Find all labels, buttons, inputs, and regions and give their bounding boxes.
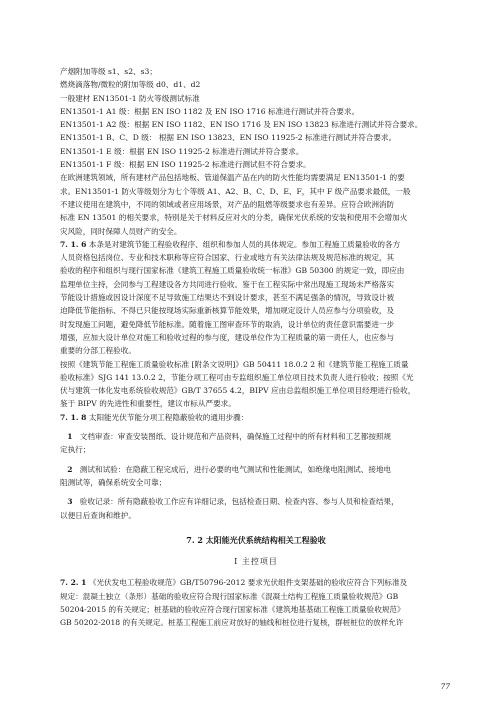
text-line: 节能设计措施或因设计深度不足导致施工结果达不到设计要求，甚至不满足强条的情况，导致设计被 [60, 293, 395, 303]
text-line: 伏与建筑一体化发电系统验收规范》GB/T 37655 4.2，BIPV 应由总监组织施工单位项目经理进行验收， [60, 386, 416, 396]
intro-block [60, 65, 452, 238]
page-number: 77 [440, 682, 450, 691]
text-line: 50204-2015 的有关规定；桩基础的验收应符合现行国家标准《建筑地基基础工程施工质量验收规范》 [60, 604, 405, 614]
text-line [60, 576, 452, 589]
text-line: GB 50202-2018 的有关规定。桩基工程施工前应对放好的轴线和桩位进行复核，群桩桩位的放样允许 [60, 618, 404, 628]
text-line: 鉴于 BIPV 的先进性和重要性，建议市标从严要求。 [60, 399, 236, 409]
text-line: EN13501-1 B、C、D 级： 根据 EN ISO 13823、EN ISO 11925-2 标准进行测试并符合要求。 [60, 133, 397, 143]
list-number: 3 [67, 497, 73, 507]
text-line: 验收的程序和组织与现行国家标准《建筑工程施工质量验收统一标准》GB 50300 的规定一致，即应由 [60, 266, 405, 276]
text-line: EN13501-1 E 级：根据 EN ISO 11925-2 标准进行测试并符合要求。 [60, 146, 304, 156]
list-item [60, 430, 452, 443]
text-line: 求。EN13501-1 防火等级划分为七个等级 A1、A2、B、C、D、E、F，其中 F 级产品要求最低，一般 [60, 186, 411, 196]
clause-number: 7. 1. 8 [60, 412, 87, 422]
list-number: 1 [67, 432, 73, 442]
text-line: 定执行； [60, 445, 91, 455]
text-line [60, 238, 452, 251]
text-line: 以便日后查询和维护。 [60, 510, 136, 520]
text-line: 人员资格包括岗位、专业和技术职称等应符合国家、行业或地方有关法律法规及规范标准的规定，其 [60, 253, 395, 263]
list-item [60, 495, 452, 508]
text-line: 在欧洲建筑领域，所有建材产品包括地板、管道保温产品在内的防火性能均需要满足 EN13501-1 的要 [60, 173, 405, 183]
text-line: 阻测试等，确保系统安全可靠； [60, 477, 167, 487]
text-line: 增强，应加大设计单位对施工和验收过程的参与度，建设单位作为工程质量的第一责任人，也应参与 [60, 332, 395, 342]
clause-text: 《光伏发电工程验收规范》GB/T50796-2012 要求光伏组件支架基础的验收应符合下列标准及 [88, 578, 408, 588]
text-line: EN13501-1 A2 级：根据 EN ISO 1182、EN ISO 1716 及 EN ISO 13823 标准进行测试并符合要求。 [60, 120, 423, 130]
text-line: 产烟附加等级 s1、s2、s3； [60, 67, 157, 76]
text-line [60, 411, 452, 424]
text-line: 时发现施工问题，避免降低节能标准。随着施工图审查环节的取消，设计单位的责任意识需要进一步 [60, 319, 395, 329]
clause-text: 本条是对建筑节能工程验收程序、组织和参加人员的具体规定。参加工程施工质量验收的各方 [88, 239, 401, 249]
document-body [60, 65, 452, 630]
clause-7-1-6 [60, 238, 452, 411]
clause-7-1-8 [60, 411, 452, 522]
section-heading: 7. 2 太阳能光伏系统结构相关工程验收 [186, 534, 326, 545]
list-text: 测试和试验：在隐蔽工程完成后，进行必要的电气测试和性能测试，如绝缘电阻测试、接地电 [79, 464, 392, 474]
text-line: 一般建材 EN13501-1 防火等级测试标准 [60, 93, 200, 103]
clause-text: 太阳能光伏节能分项工程隐蔽验收的通用步骤： [88, 412, 249, 422]
text-line: 不建议使用在建筑中，不同的领域或者应用场景，对产品的阻燃等级要求也有差异。应符合欧洲消防 [60, 199, 395, 209]
text-line: 标准 EN 13501 的相关要求，特别是关于材料反应对火的分类，确保光伏系统的安装和使用不会增加火 [60, 213, 408, 223]
text-line: 监理单位主持，会同参与工程建设各方共同进行验收。鉴于在工程实际中常出现施工现场未严格落实 [60, 279, 395, 289]
text-line: EN13501-1 F 级：根据 EN ISO 11925-2 标准进行测试但不符合要求。 [60, 160, 311, 170]
text-line: 重要的分部工程验收。 [60, 346, 136, 356]
text-line: 迫降低节能指标、不得已只能按现场实际重新核算节能效果，增加规定设计人员应参与分项验收，及 [60, 306, 395, 316]
text-line: 燃烧滴落物/微粒的附加等级 d0、d1、d2 [60, 80, 201, 90]
text-line: 灾风险，同时保障人员财产的安全。 [60, 226, 182, 236]
list-text: 验收记录：所有隐蔽验收工作应有详细记录，包括检查日期、检查内容、参与人员和检查结果， [79, 497, 399, 507]
text-line: 验收标准》SJG 141 13.0.2 2，节能分项工程可由专监组织施工单位项目技术负责人进行验收；按照《光 [60, 372, 414, 382]
subsection-heading: Ⅰ 主控项目 [234, 557, 278, 567]
clause-number: 7. 1. 6 [60, 239, 87, 249]
text-line: 规定：混凝土独立（条形）基础的验收应符合现行国家标准《混凝土结构工程施工质量验收规范》GB [60, 591, 399, 601]
clause-7-2-1 [60, 576, 452, 629]
text-line: EN13501-1 A1 级：根据 EN ISO 1182 及 EN ISO 1716 标准进行测试并符合要求。 [60, 106, 360, 116]
list-number: 2 [67, 464, 73, 474]
text-line: 按照《建筑节能工程施工质量验收标准 [附条文说明]》GB 50411 18.0.2 2 和《建筑节能工程施工质量 [60, 359, 409, 369]
list-text: 文档审查：审查安装图纸、设计规范和产品资料，确保施工过程中的所有材料和工艺都按照规 [79, 432, 392, 442]
list-item [60, 463, 452, 476]
clause-number: 7. 2. 1 [60, 578, 87, 588]
